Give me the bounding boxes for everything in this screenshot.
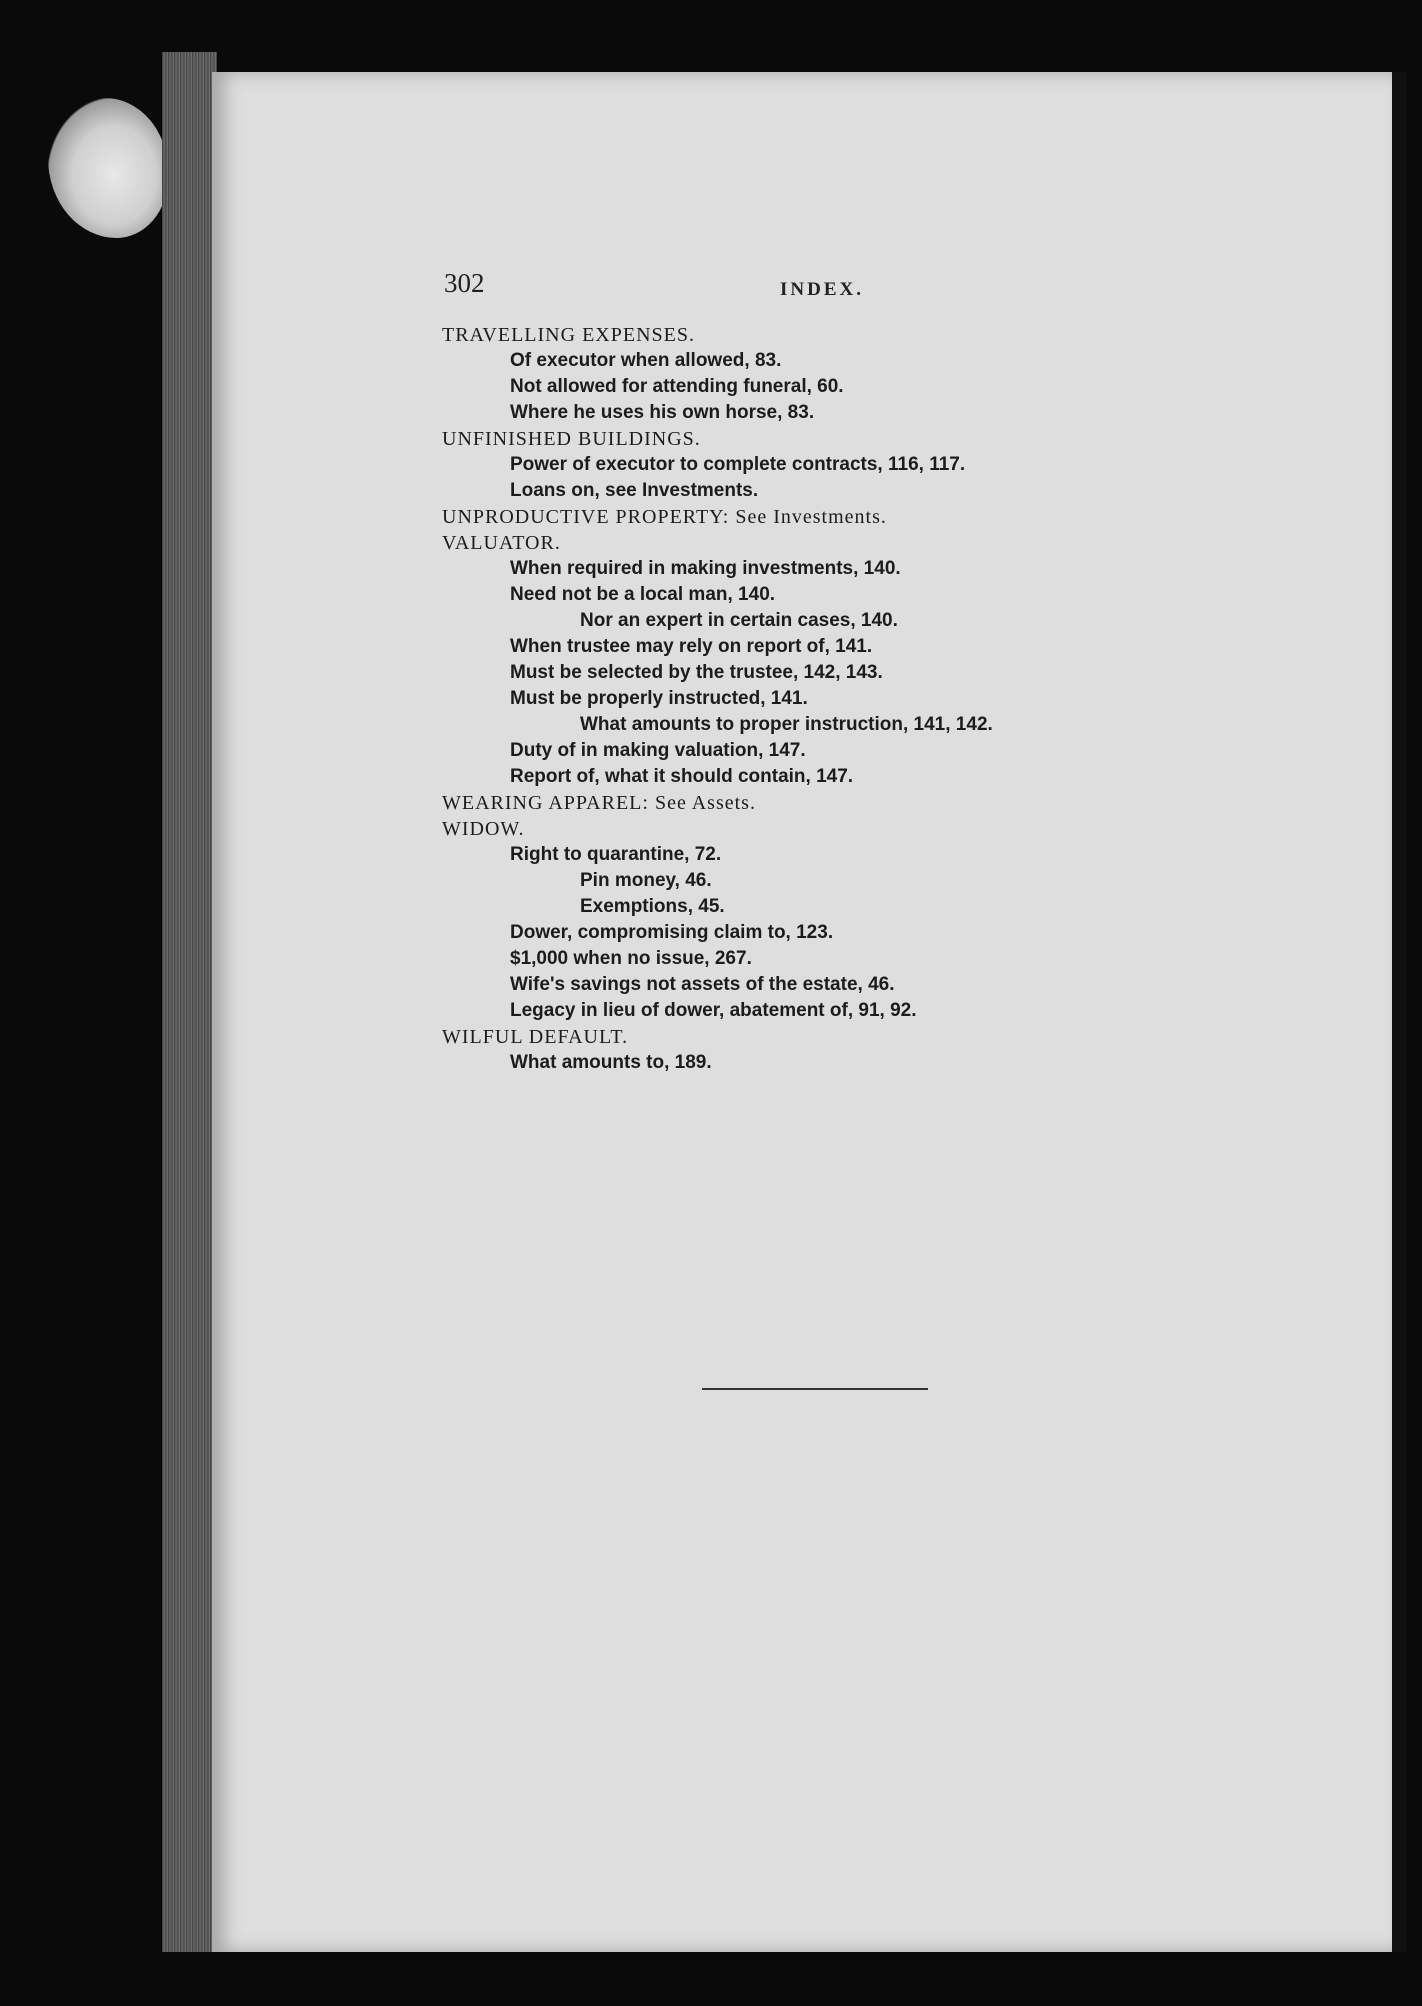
index-list bbox=[440, 322, 993, 1076]
index-heading: WEARING APPAREL: See Assets. bbox=[442, 792, 756, 814]
index-subentry: Dower, compromising claim to, 123. bbox=[510, 922, 834, 943]
index-subentry: Loans on, see Investments. bbox=[510, 480, 759, 501]
scan-border bbox=[1392, 72, 1406, 1952]
index-heading: VALUATOR. bbox=[442, 532, 561, 554]
index-subentry: Report of, what it should contain, 147. bbox=[510, 766, 854, 787]
index-heading: WIDOW. bbox=[442, 818, 525, 840]
index-subentry: Exemptions, 45. bbox=[580, 896, 725, 917]
page-header bbox=[444, 268, 1084, 304]
index-subentry: What amounts to proper instruction, 141, 142. bbox=[580, 714, 993, 735]
index-subentry: Wife's savings not assets of the estate, 46. bbox=[510, 974, 895, 995]
index-subentry: Need not be a local man, 140. bbox=[510, 584, 776, 605]
index-subentry: Of executor when allowed, 83. bbox=[510, 350, 782, 371]
end-rule bbox=[702, 1388, 928, 1390]
index-subentry: Pin money, 46. bbox=[580, 870, 712, 891]
index-subentry: Legacy in lieu of dower, abatement of, 91, 92. bbox=[510, 1000, 917, 1021]
index-subentry: Power of executor to complete contracts, 116, 117. bbox=[510, 454, 966, 475]
index-subentry: Must be properly instructed, 141. bbox=[510, 688, 808, 709]
index-subentry: Must be selected by the trustee, 142, 143. bbox=[510, 662, 883, 683]
index-subentry: When required in making investments, 140. bbox=[510, 558, 901, 579]
index-subentry: Not allowed for attending funeral, 60. bbox=[510, 376, 844, 397]
index-heading: UNPRODUCTIVE PROPERTY: See Investments. bbox=[442, 506, 887, 528]
index-subentry: Right to quarantine, 72. bbox=[510, 844, 722, 865]
index-heading: TRAVELLING EXPENSES. bbox=[442, 324, 695, 346]
book-page-edges bbox=[162, 52, 217, 1952]
index-subentry: What amounts to, 189. bbox=[510, 1052, 712, 1073]
index-subentry: When trustee may rely on report of, 141. bbox=[510, 636, 873, 657]
index-subentry: $1,000 when no issue, 267. bbox=[510, 948, 752, 969]
running-head: INDEX. bbox=[780, 279, 864, 300]
index-heading: UNFINISHED BUILDINGS. bbox=[442, 428, 701, 450]
index-subentry: Where he uses his own horse, 83. bbox=[510, 402, 815, 423]
index-subentry: Nor an expert in certain cases, 140. bbox=[580, 610, 898, 631]
index-heading: WILFUL DEFAULT. bbox=[442, 1026, 629, 1048]
page-number: 302 bbox=[444, 268, 485, 298]
index-subentry: Duty of in making valuation, 147. bbox=[510, 740, 806, 761]
paper-scrap bbox=[48, 98, 168, 238]
